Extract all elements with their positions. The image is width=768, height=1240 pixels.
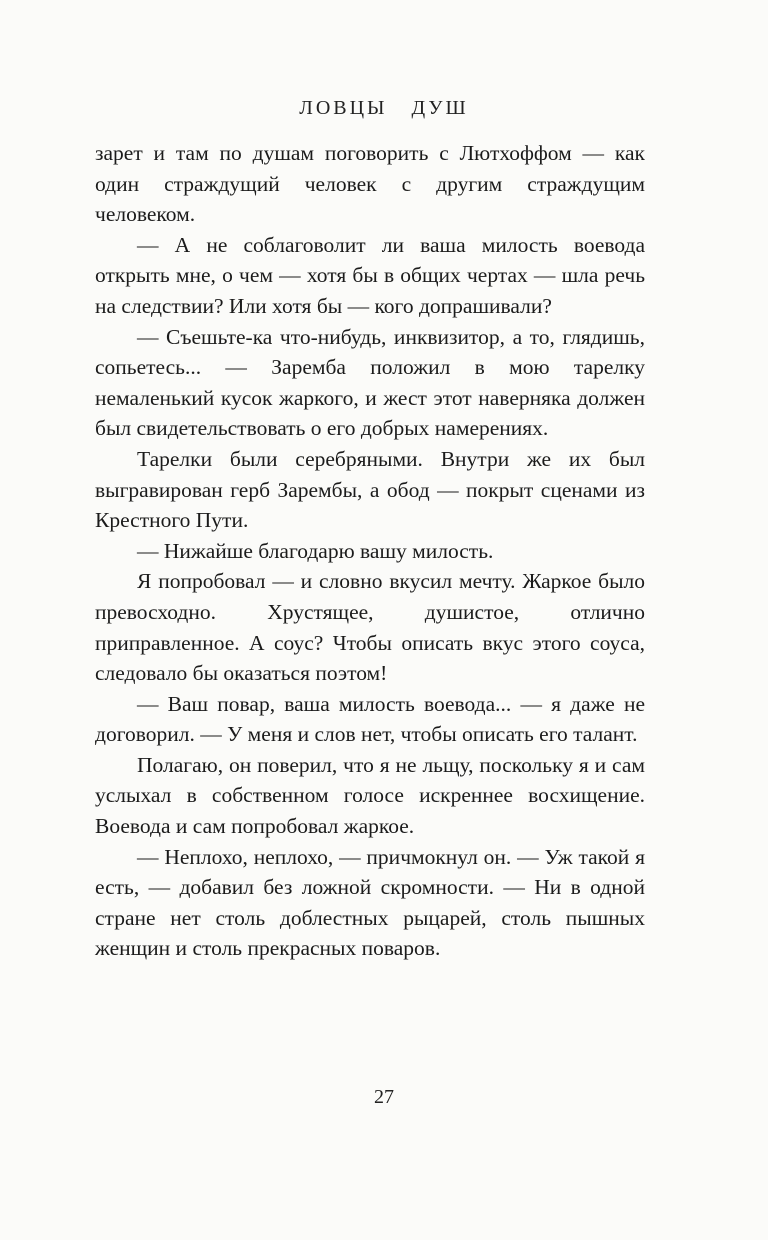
page-number: 27 bbox=[374, 1086, 394, 1108]
paragraph: Полагаю, он поверил, что я не льщу, поскольку я и сам услыхал в собственном голосе искреннее восхищение. Воевода и сам попробовал жаркое. bbox=[95, 752, 645, 839]
paragraph: Я попробовал — и словно вкусил мечту. Жаркое было превосходно. Хрустящее, душистое, отлично приправленное. А соус? Чтобы описать вкус этого соуса, следовало бы оказаться поэтом! bbox=[95, 569, 645, 686]
paragraph: — А не соблаговолит ли ваша милость воевода открыть мне, о чем — хотя бы в общих чертах — шла речь на следствии? Или хотя бы — кого допрашивали? bbox=[95, 232, 645, 318]
body-text bbox=[95, 138, 645, 964]
paragraph: — Нижайше благодарю вашу милость. bbox=[137, 538, 494, 563]
running-header: ЛОВЦЫ ДУШ bbox=[299, 97, 469, 119]
paragraph: зарет и там по душам поговорить с Лютхоффом — как один страждущий человек с другим страждущим человеком. bbox=[95, 141, 645, 227]
paragraph: — Ваш повар, ваша милость воевода... — я даже не договорил. — У меня и слов нет, чтобы описать его талант. bbox=[95, 691, 645, 747]
paragraph: Тарелки были серебряными. Внутри же их был выгравирован герб Зарембы, а обод — покрыт сценами из Крестного Пути. bbox=[95, 446, 645, 533]
paragraph: — Съешьте-ка что-нибудь, инквизитор, а то, глядишь, сопьетесь... — Заремба положил в мою тарелку немаленький кусок жаркого, и жест этот наверняка должен был свидетельствовать о его добрых намерениях. bbox=[95, 324, 645, 441]
paragraph: — Неплохо, неплохо, — причмокнул он. — Уж такой я есть, — добавил без ложной скромности. — Ни в одной стране нет столь доблестных рыцарей, столь пышных женщин и столь прекрасных поваров. bbox=[95, 844, 645, 961]
